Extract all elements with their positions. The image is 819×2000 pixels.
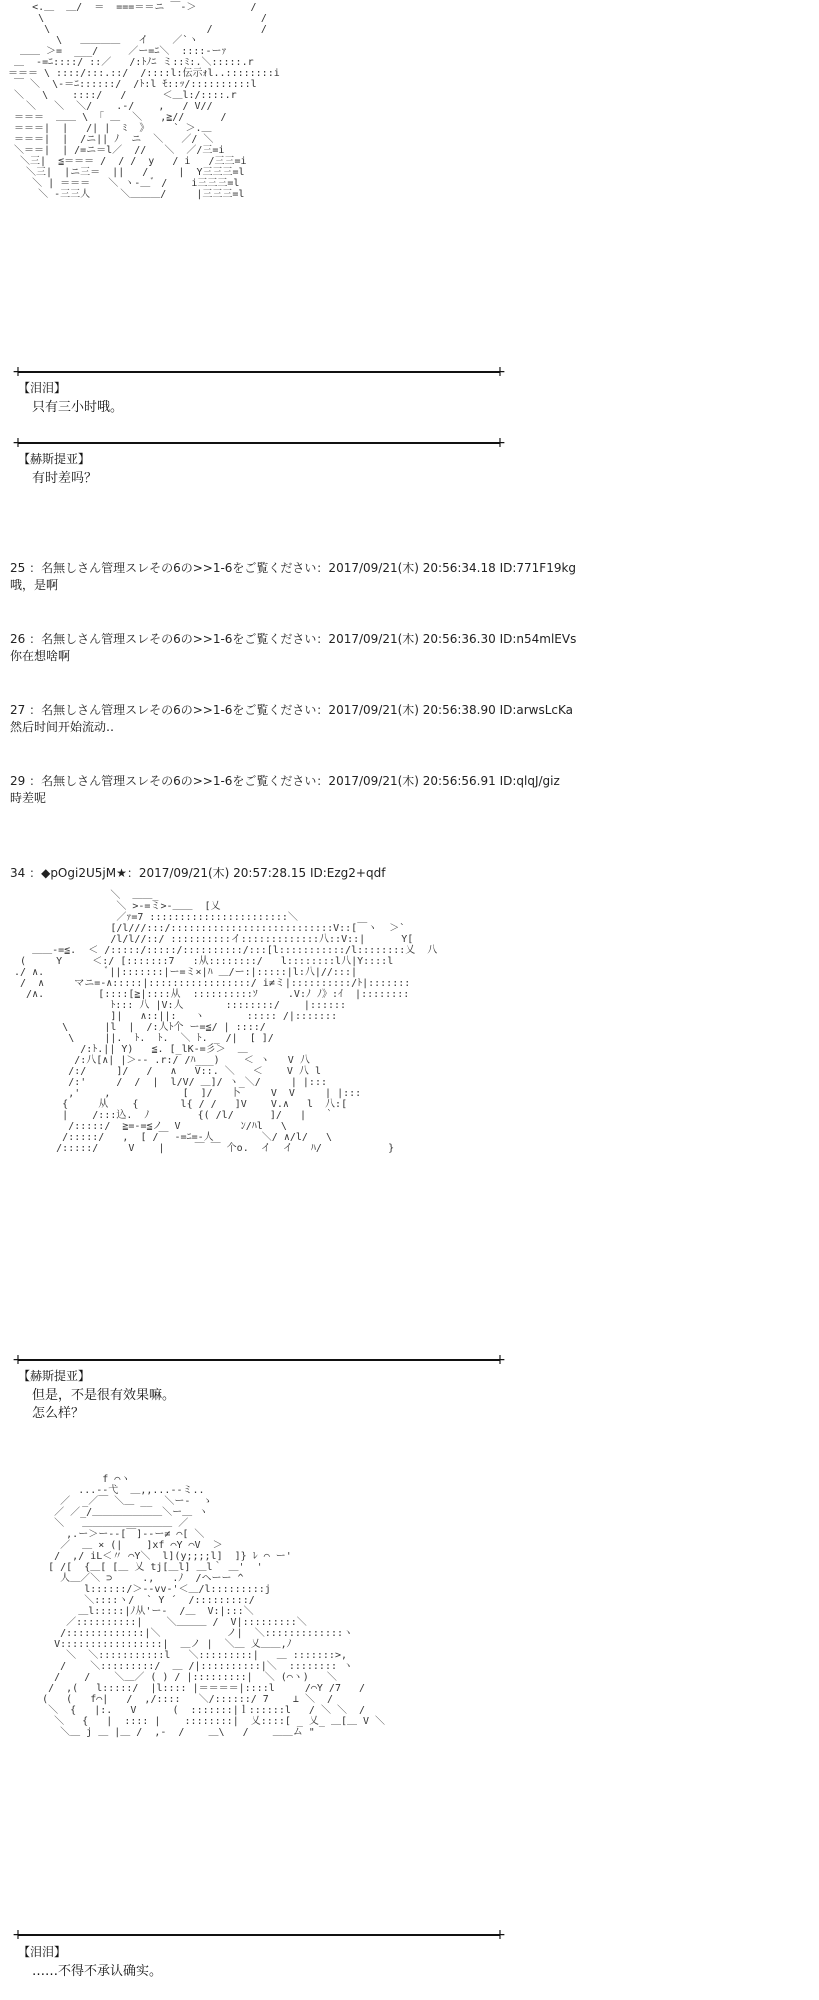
post-header: 27 ：名無しさん管理スレその6の>>1-6をご覧ください：2017/09/21(木) 20:56:38.90 ID:arwsLcKa [10,703,574,717]
speech-line: ……不得不承认确实。 [32,1964,163,1979]
post-header: 34 ：◆pOgi2U5jM★：2017/09/21(木) 20:57:28.15 ID:Ezg2+qdf [10,866,386,880]
speech-line: 有时差吗？ [32,471,98,486]
speech-line: 怎么样？ [32,1406,85,1421]
post-body: 然后时间开始流动‥ [10,720,115,734]
speaker-name: 【泪泪】 [18,1945,67,1959]
speech-line: 只有三小时哦。 [32,400,124,415]
speaker-name: 【赫斯提亚】 [18,1369,91,1383]
divider-rule: + + [12,435,506,451]
post-header: 26 ：名無しさん管理スレその6の>>1-6をご覧ください：2017/09/21(木) 20:56:36.30 ID:n54mlEVs [10,632,577,646]
post-header: 29 ：名無しさん管理スレその6の>>1-6をご覧ください：2017/09/21(木) 20:56:56.91 ID:qlqJ/giz [10,774,560,788]
ascii-art-middle: ＼ ＿＿_ ＼ >-=ミ>-＿＿ [乂 ／ｧ=7 :::::::::::::::::::::::＼ [/l///:::/:::::::::::::::::::::::::::V::[￣ヽ ＞` /l/l//::/ ::::::::::イ:::::::::::::八::V::| Y[ ＿＿-=≦. ＜ /:::::/:::::/::::::::::/:::[l:::::::::::/l::::::::乂 八 ( Y ＜:/ [:::::::7 :从::::::::/ l::::::::l八|Y::::l ./ ∧. ﾞ||:::::::|ー=ミ×|ﾊ ＿/ー:|:::::|l:八|//:::| / ∧ マニ=-∧:::::|:::::::::::::::::/ i≠ミ|::::::::::/ﾄ|::::::: /∧. [::::[≧|::::从 ::::::::::ｿ .V:ﾉ ﾉ》:ｲ |:::::::: ﾄ::: 八 |V:人 ::::::::/ |:::::: ]| ∧::||: ヽ ::::: /|::::::: \ |l | /:人ﾄ个 ー=≦/ | ::::/ \ ||. ﾄ. ﾄ. ＼ ﾄ. _ /| [ ]/ /:ﾄ.|| Y) ≦. [_lK-=彡＞ ＿ /:八[∧| |＞-- .r:/ /ﾊ___) ＜ ヽ V 八 /:/ ]/ / ∧ V::. ＼ ＜ V 八 l /:' / / | l/V/ ＿]/ ヽ_＼/ | |::: ,' , [ ]/ 卜 V V | |::: { 从 { l{ / / ]V V.∧ l 八:[ | /:::込. ﾉ {( /l/ ]/ | ｀ /:::::/ ≧=-=≦ノ V ﾝ/ﾊl \ /:::::/ , [ /￣ -=ﾆ=-人 ＼/ ∧/l/ \ /:::::/ V | ￣ ￣ 个o. イ イ ﾊ/ } [14,890,438,1154]
speaker-name: 【泪泪】 [18,381,67,395]
divider-rule: + + [12,364,506,380]
ascii-art-top: <.＿ ＿/ ＝ ===＝＝ニ ￣-＞ / \ / \ / / \ ＿＿＿＿ イ ／`ヽ ＿＿ ＞= ___/ ／ー=ﾆ＼ ::::-ーｧ ＿ -=ﾆ::::/ ::／ /:ﾄﾉﾆ ミ::ﾐ:.＼:::::.r ＝＝＝ \ ::::/:::.::/ /::::l:伝示ｫl..::::::::i ￣ ＼ \-＝ﾆ::::::/ /ﾄ:l ﾓ::ｯ/::::::::::l ＼ \ ::::/ / ＜＿l:/::::.r ＼ ＼ ＼/ .-/ , / V// ＝＝＝ ＿＿ \ 「 ＿ ＼ ,≧// / ＝＝＝| | /| | ﾐ 》 ` ＞.＿ ＝＝＝| | /ニ|| ﾉ ニ ＼ ／/ ＼ ＼＝＝| | /=ニ＝l／ // ＼ ／/三=i ＼三| ≦＝＝＝ / / / y / i /三三=i ＼三| |ニ三＝ || / | Y三三三=l ＼ | ＝＝＝ ＼ ヽ-＿ﾞ / i三三三=l ＼ -三三人 ＼＿＿＿/ |三三三=l [8,2,280,200]
speaker-name: 【赫斯提亚】 [18,452,91,466]
divider-rule: + + [12,1927,506,1943]
speech-line: 但是，不是很有效果嘛。 [32,1388,176,1403]
post-body: 你在想啥啊 [10,649,71,663]
ascii-art-bottom: f ⌒ヽ ...--弋 ＿,,...--ミ.. ／ _／￣ ＼＿ __ ＼ー- ゝ ／ ／_/＿＿＿＿＿＿＿＼ー＿ ヽ ＼ ＿＿＿＿＿＿＿＿＿ ／ ,.ー＞ー--[￣]--ー≠ ⌒[ ＼ ／ ＿ × (| ]xf ⌒Y ⌒V ＞ / ,/ iL＜〃 ⌒Y＼ l](y;;;;l] ]} ﾚ ⌒ ー' [ /[ {＿[ [＿ 乂 tj[＿l] ＿l｀ ＿' ' 人＿／＼ ⊃ ., .ﾉ /ヘーー ^ l::::::/＞--vv-'＜＿/l:::::::::j ＼::::ヽ/ ` Y ´ /:::::::::/ ＿l:::::|ﾉ从'ー- /＿ V:|:::＼ ／::::::::::| ＼＿＿＿ / V|:::::::::＼ /:::::::::::::|＼ ノ| ＼:::::::::::::ヽ V:::::::::::::::::| ＿ノ | ＼＿ 乂＿＿,ﾉ ＼ ＼:::::::::::l ＼:::::::::| ＿ :::::::>, / ＼:::::::::/ ＿ /|::::::::::|＼ :::::::: ヽ / / ＼＿／ ( ) / |:::::::::| ＼ (⌒ヽ) ＼ / ,( l:::::/ |l:::: |＝＝＝＝|::::l /⌒Y /7 / ( ( f⌒| / ,/:::: ＼/::::::/ 7 ⊥ ＼ / ＼ { |:. V ( :::::::|ｌ::::::l / ＼ ＼ / ＼ { | :::: | ::::::::| 乂::::[ _ 乂_ ＿[＿ V ＼ ＼＿ j ＿ |＿ / ,- / ＿\ / ＿＿ム " [42,1474,386,1738]
post-body: 哦，是啊 [10,578,59,592]
divider-rule: + + [12,1352,506,1368]
post-body: 時差呢 [10,791,47,805]
post-header: 25 ：名無しさん管理スレその6の>>1-6をご覧ください：2017/09/21(木) 20:56:34.18 ID:771F19kg [10,561,577,575]
